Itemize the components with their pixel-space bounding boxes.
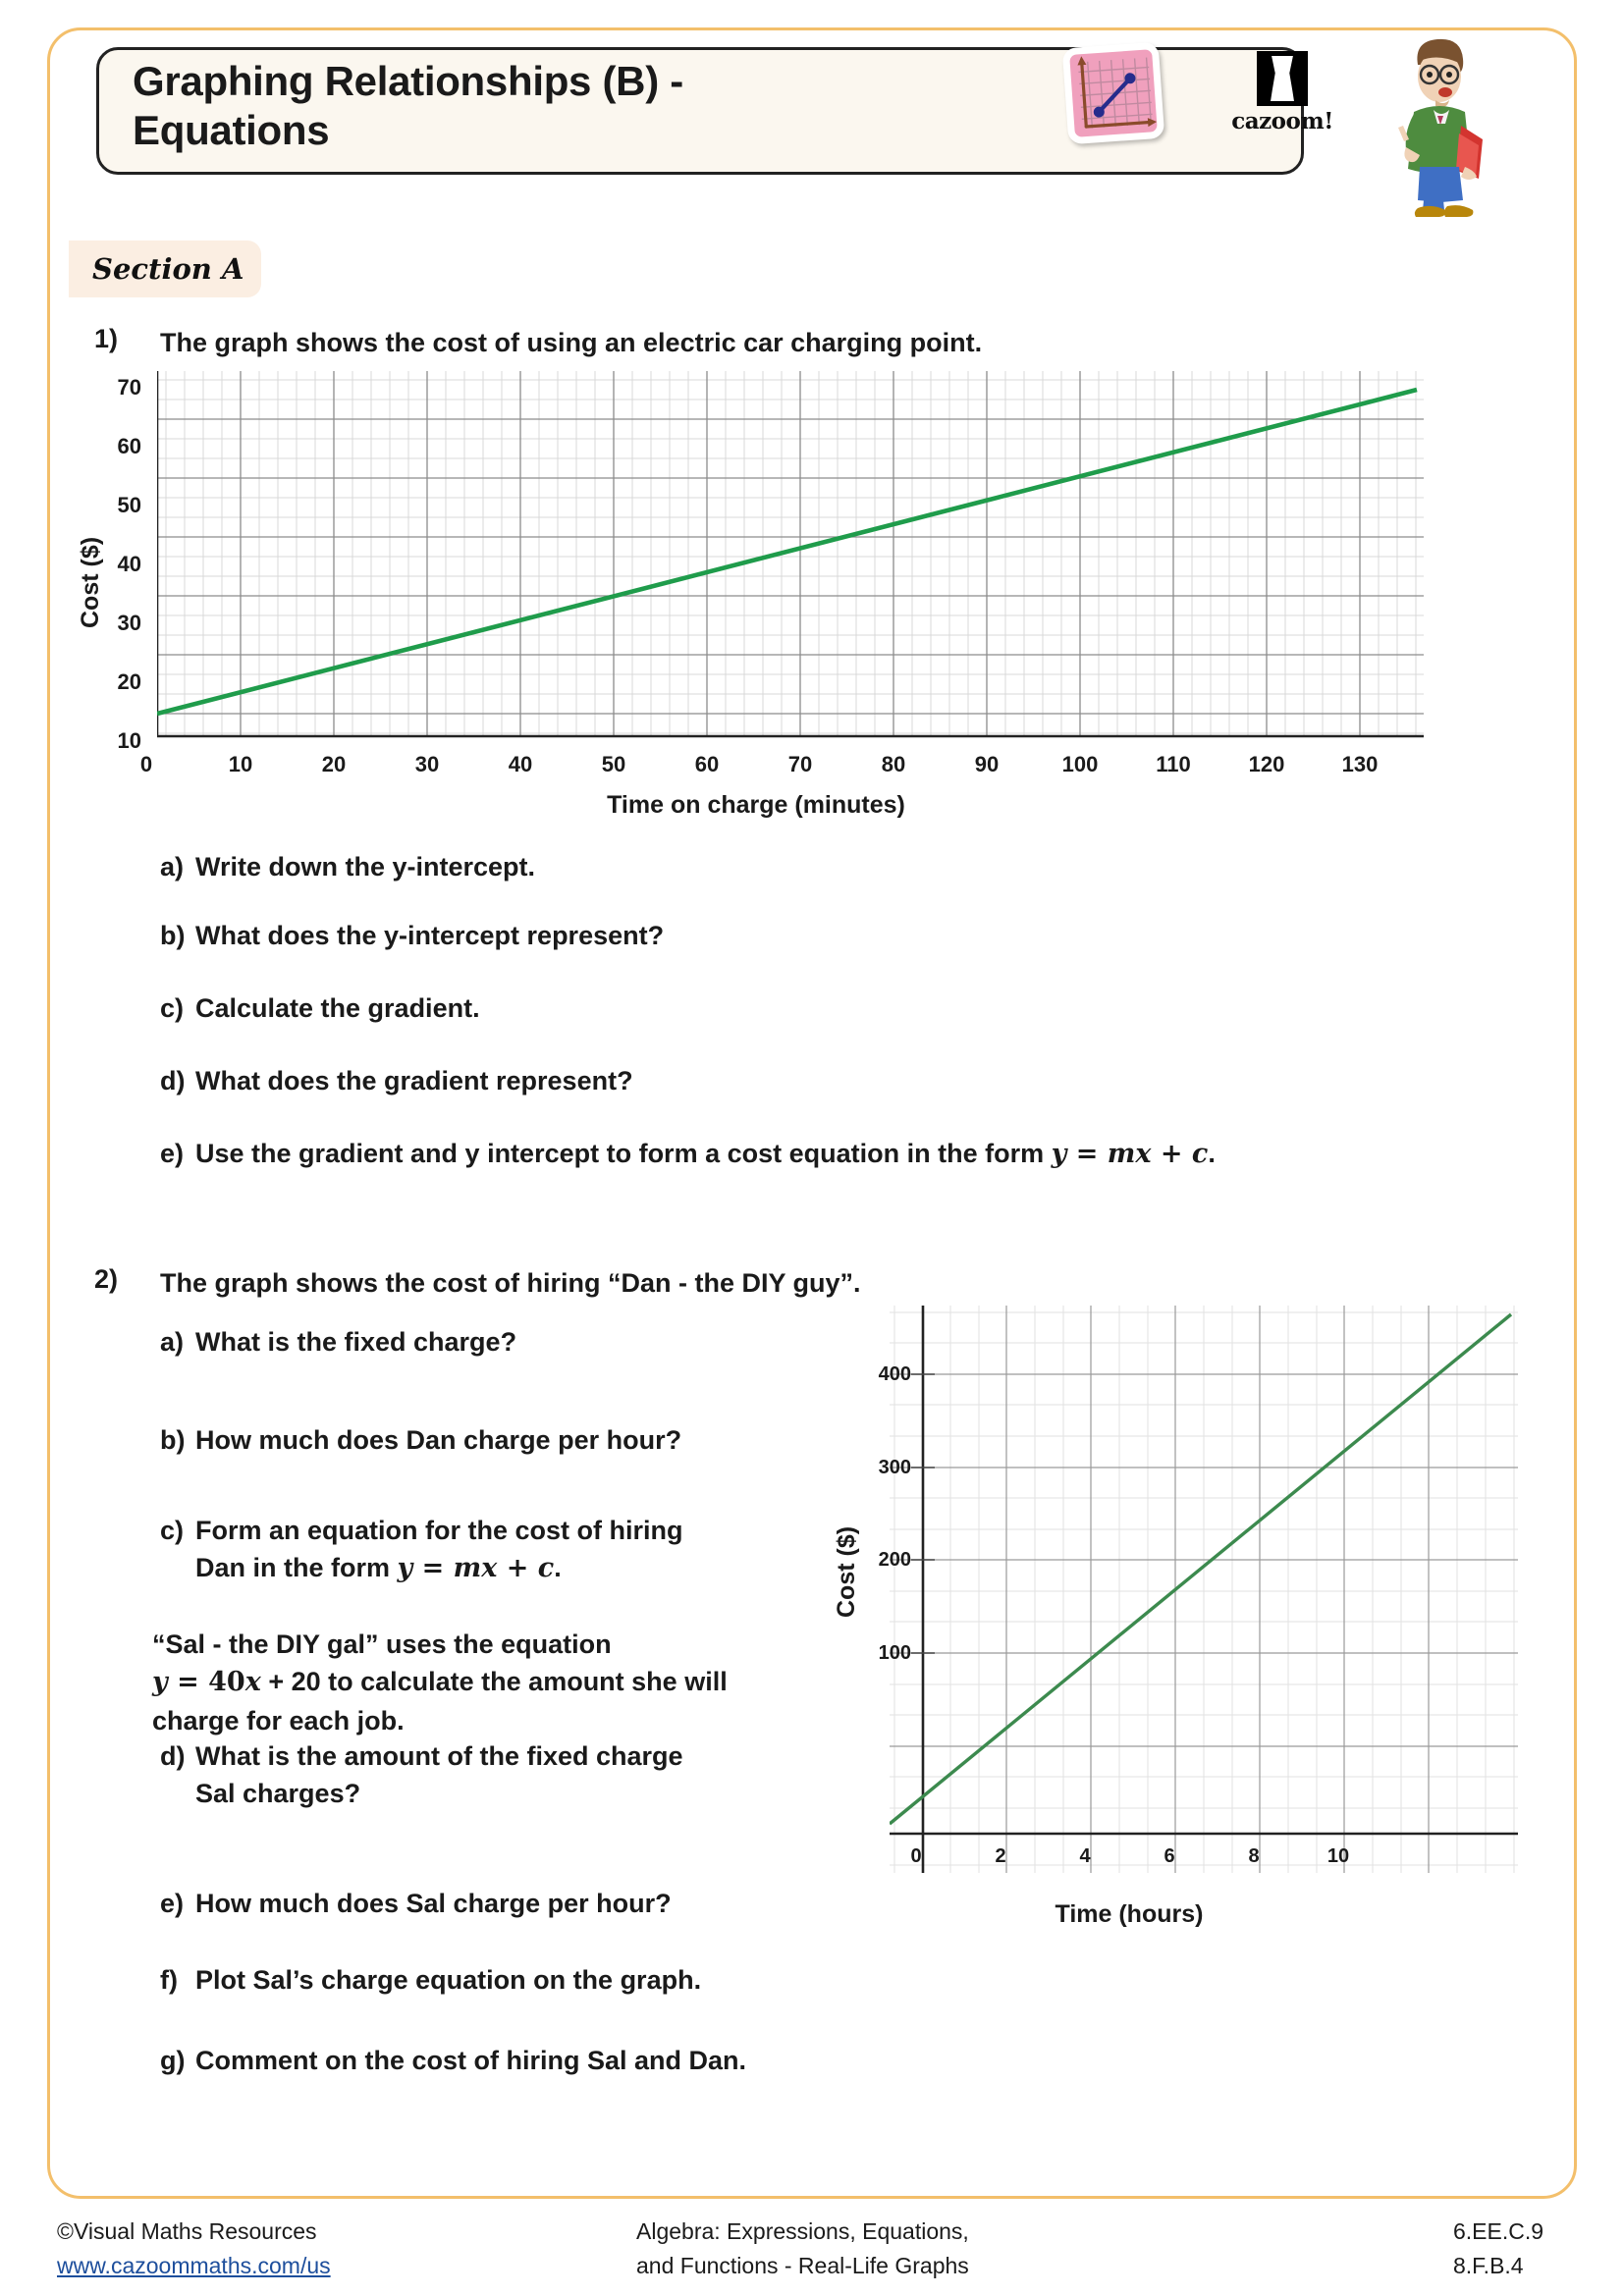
chart1-xtick-0: 0: [139, 752, 153, 776]
question-2-number: 2): [94, 1264, 119, 1294]
chart1-ytick-50: 50: [117, 493, 141, 517]
question-1-part-a: [160, 848, 535, 885]
chart2-xtick-0: 0: [910, 1845, 922, 1867]
footer-standard-1: 6.EE.C.9: [1453, 2218, 1544, 2244]
part-e-math-mx: mx: [1107, 1139, 1152, 1169]
q2-part-e-text: How much does Sal charge per hour?: [195, 1889, 672, 1918]
chart1-xtick-130: 130: [1341, 752, 1379, 776]
question-2-part-f: [160, 1961, 701, 1999]
part-d-label: d): [160, 1066, 186, 1095]
chart1-xtick-70: 70: [787, 752, 813, 776]
q2-part-e-label: e): [160, 1889, 185, 1918]
cazoom-mark-icon: [1257, 51, 1308, 106]
chart1-ytick-60: 60: [117, 434, 141, 458]
footer-website-link[interactable]: www.cazoommaths.com/us: [57, 2252, 331, 2278]
teacher-illustration-icon: [1375, 31, 1502, 218]
part-e-text: Use the gradient and y intercept to form a cost equation in the form: [195, 1139, 1052, 1168]
chart1-xtick-60: 60: [694, 752, 720, 776]
q2-part-f-text: Plot Sal’s charge equation on the graph.: [195, 1965, 702, 1995]
q2-part-d-label: d): [160, 1741, 186, 1771]
q2-part-c-math-end: .: [554, 1553, 562, 1583]
q2-part-b-label: b): [160, 1425, 186, 1455]
q2-part-a-label: a): [160, 1327, 185, 1357]
chart1-xtick-80: 80: [881, 752, 906, 776]
part-a-text: Write down the y-intercept.: [195, 852, 536, 881]
question-2-stem: The graph shows the cost of hiring “Dan - the DIY guy”.: [160, 1268, 861, 1298]
q2-part-c-label: c): [160, 1516, 185, 1545]
chart2-y-axis-label: Cost ($): [833, 1525, 860, 1618]
chart-dan-diy-hire-cost: [890, 1306, 1518, 1875]
question-1-part-b: [160, 917, 664, 954]
q2-part-c-math-y: y: [397, 1553, 413, 1584]
chart1-xtick-40: 40: [508, 752, 533, 776]
sal-line2-y: y: [152, 1667, 168, 1698]
footer-topic-line-2: and Functions - Real-Life Graphs: [636, 2252, 969, 2278]
question-1-number: 1): [94, 324, 119, 353]
chart-1-svg: [157, 371, 1424, 764]
q2-part-c-math-eq: =: [412, 1553, 454, 1584]
line-graph-svg: [1069, 49, 1158, 137]
chart1-x-axis-label: Time on charge (minutes): [607, 791, 905, 819]
question-2-part-e: [160, 1885, 672, 1922]
q2-part-c-math-mx: mx: [453, 1553, 498, 1584]
part-e-math-eq: =: [1066, 1139, 1108, 1169]
chart1-xtick-100: 100: [1061, 752, 1099, 776]
part-a-label: a): [160, 852, 185, 881]
q2-part-c-math-plus: +: [497, 1553, 538, 1584]
chart1-xtick-90: 90: [974, 752, 1000, 776]
question-2-part-c: [160, 1512, 749, 1588]
sal-line3: charge for each job.: [152, 1705, 405, 1735]
question-2-part-d: [160, 1737, 749, 1813]
footer-copyright: ©Visual Maths Resources: [57, 2218, 317, 2244]
chart1-ytick-70: 70: [117, 375, 141, 400]
footer-standards: [1453, 2215, 1543, 2282]
page-title: Graphing Relationships (B) - Equations: [133, 58, 683, 153]
part-c-text: Calculate the gradient.: [195, 993, 480, 1023]
chart2-x-axis-label: Time (hours): [1055, 1900, 1204, 1928]
part-e-math-y: y: [1051, 1139, 1067, 1169]
chart1-xtick-10: 10: [228, 752, 253, 776]
chart2-ytick-200: 200: [878, 1549, 911, 1571]
cazoom-logo: [1225, 51, 1339, 141]
section-label: Section A: [92, 252, 244, 286]
chart1-xtick-50: 50: [601, 752, 626, 776]
chart1-xtick-20: 20: [321, 752, 347, 776]
q2-part-b-text: How much does Dan charge per hour?: [195, 1425, 682, 1455]
question-1-part-c: [160, 989, 480, 1027]
chart1-xtick-120: 120: [1248, 752, 1285, 776]
chart1-ytick-10: 10: [117, 728, 141, 753]
question-2-part-b: [160, 1421, 681, 1459]
question-1-stem: The graph shows the cost of using an electric car charging point.: [160, 328, 983, 357]
chart2-xtick-6: 6: [1164, 1845, 1175, 1867]
question-2-part-a: [160, 1323, 516, 1361]
sal-line2-eq: = 40: [167, 1667, 245, 1698]
chart1-ytick-20: 20: [117, 669, 141, 694]
chart2-xtick-4: 4: [1079, 1845, 1091, 1867]
q2-part-d-line1: What is the amount of the fixed charge: [195, 1741, 683, 1771]
cazoom-wordmark: cazoom!: [1231, 108, 1333, 134]
q2-part-c-math-c: c: [537, 1553, 555, 1584]
q2-part-c-line2-pre: Dan in the form: [195, 1553, 398, 1583]
chart1-xtick-110: 110: [1156, 752, 1191, 776]
q2-part-f-label: f): [160, 1965, 178, 1995]
q2-part-a-text: What is the fixed charge?: [195, 1327, 517, 1357]
q2-part-d-line2: Sal charges?: [195, 1779, 361, 1809]
footer-left: [57, 2215, 331, 2282]
sal-paragraph: [152, 1626, 761, 1739]
chart1-xtick-30: 30: [414, 752, 440, 776]
chart1-ytick-30: 30: [117, 611, 141, 635]
footer-standard-2: 8.F.B.4: [1453, 2252, 1524, 2278]
part-b-label: b): [160, 921, 186, 950]
part-e-label: e): [160, 1139, 185, 1168]
sal-line2-x: x: [244, 1667, 261, 1698]
q2-part-g-text: Comment on the cost of hiring Sal and Dan.: [195, 2046, 747, 2075]
footer-topic: [636, 2215, 969, 2282]
chart2-ytick-100: 100: [878, 1642, 911, 1664]
sal-line2-rest: + 20 to calculate the amount she will: [260, 1667, 728, 1697]
question-1-part-e: [160, 1135, 1216, 1173]
line-graph-thumbnail-icon: [1062, 42, 1165, 145]
chart2-ytick-300: 300: [878, 1457, 911, 1478]
chart2-xtick-8: 8: [1248, 1845, 1260, 1867]
question-1-part-d: [160, 1062, 633, 1099]
footer-topic-line-1: Algebra: Expressions, Equations,: [636, 2218, 969, 2244]
q2-part-c-line1: Form an equation for the cost of hiring: [195, 1516, 683, 1545]
part-e-math-c: c: [1191, 1139, 1209, 1169]
chart1-ytick-40: 40: [117, 552, 141, 576]
chart2-ytick-400: 400: [878, 1363, 911, 1385]
chart2-xtick-2: 2: [995, 1845, 1006, 1867]
part-c-label: c): [160, 993, 185, 1023]
sal-line1: “Sal - the DIY gal” uses the equation: [152, 1629, 612, 1659]
chart1-y-axis-label: Cost ($): [77, 536, 104, 628]
part-e-math-end: .: [1208, 1139, 1216, 1168]
part-e-math-plus: +: [1151, 1139, 1192, 1169]
chart-2-svg: [890, 1306, 1518, 1875]
part-b-text: What does the y-intercept represent?: [195, 921, 665, 950]
chart2-xtick-10: 10: [1326, 1845, 1350, 1867]
chart-electric-car-charging-cost: [157, 371, 1424, 764]
part-d-text: What does the gradient represent?: [195, 1066, 633, 1095]
q2-part-g-label: g): [160, 2046, 186, 2075]
question-2-part-g: [160, 2042, 746, 2079]
section-tag: [69, 240, 261, 297]
